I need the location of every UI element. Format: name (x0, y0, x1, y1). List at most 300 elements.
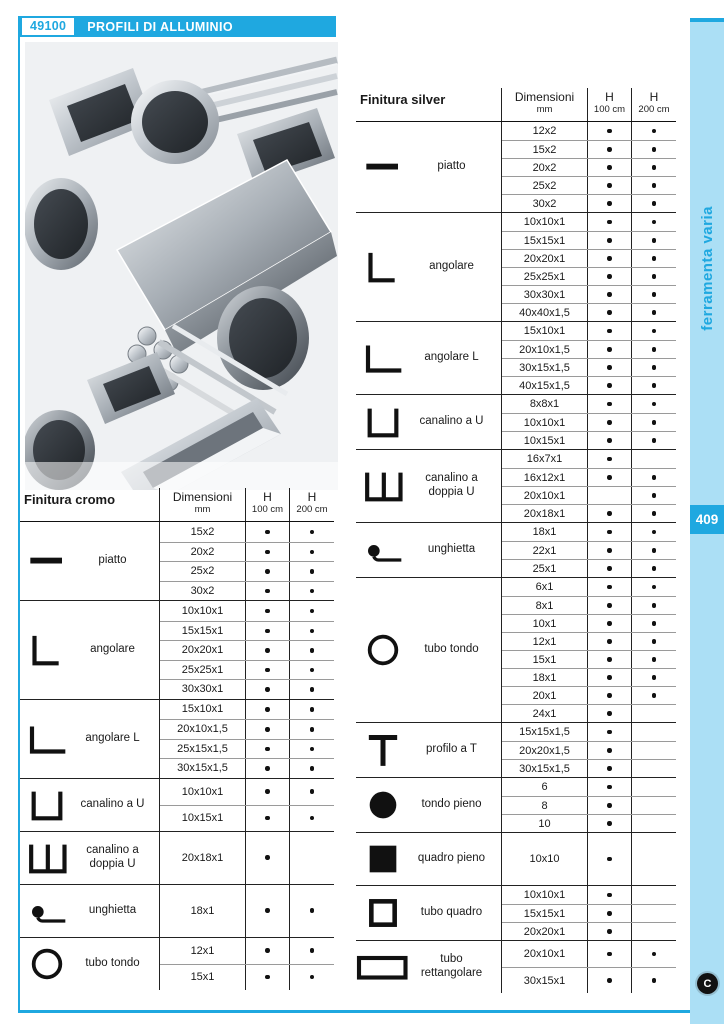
dimension-value: 15x1 (502, 651, 588, 668)
canalino-u-icon (356, 402, 410, 442)
h100-availability (588, 232, 632, 249)
profile-group-angolare (356, 212, 676, 321)
table-row (160, 938, 334, 964)
availability-dot (265, 687, 270, 692)
h100-availability (588, 651, 632, 668)
h100-availability (246, 965, 290, 990)
availability-dot (652, 693, 657, 698)
h100-availability (588, 797, 632, 814)
table-row (502, 796, 676, 814)
availability-dot (265, 727, 270, 732)
table-row (502, 559, 676, 577)
h200-availability (632, 597, 676, 614)
tubo-tondo-icon (356, 630, 410, 670)
h200-availability (632, 542, 676, 559)
profile-group-tubo-quadro (356, 885, 676, 940)
profilo-t-icon (356, 730, 410, 770)
h100-availability (588, 669, 632, 686)
availability-dot (652, 603, 657, 608)
h100-availability (588, 213, 632, 231)
availability-dot (652, 383, 657, 388)
availability-dot (265, 747, 270, 752)
h200-availability (632, 232, 676, 249)
column-header-h200: H 200 cm (296, 490, 328, 515)
h100-availability (246, 938, 290, 964)
table-row (502, 413, 676, 431)
h200-availability (632, 633, 676, 650)
h100-availability (588, 286, 632, 303)
dimension-value: 20x10x1,5 (502, 341, 588, 358)
availability-dot (265, 629, 270, 634)
availability-dot (652, 952, 657, 957)
table-row (160, 522, 334, 542)
h200-availability (632, 923, 676, 940)
table-finitura-silver (356, 88, 676, 993)
h200-availability (632, 941, 676, 967)
dimension-value: 20x20x1 (160, 641, 246, 660)
availability-dot (310, 609, 315, 614)
h200-availability (632, 742, 676, 759)
dimension-value: 10x10x1 (502, 886, 588, 904)
h200-availability (632, 723, 676, 741)
table-row (160, 581, 334, 601)
dimension-value: 30x15x1 (502, 968, 588, 993)
dimension-value: 20x10x1,5 (160, 720, 246, 739)
dimension-value: 16x12x1 (502, 469, 588, 486)
table-row (502, 140, 676, 158)
table-row (502, 541, 676, 559)
profile-group-canalino-a-u (356, 394, 676, 449)
availability-dot (265, 948, 270, 953)
h100-availability (588, 815, 632, 832)
dimension-value: 10x10x1 (502, 414, 588, 431)
dimension-value: 18x1 (160, 885, 246, 937)
brand-logo-icon: C (697, 973, 718, 994)
h200-availability (632, 159, 676, 176)
h100-availability (588, 778, 632, 796)
table-row (160, 561, 334, 581)
h200-availability (632, 523, 676, 541)
profile-group-tondo-pieno (356, 777, 676, 832)
availability-dot (265, 855, 270, 860)
profile-group-canalino-a-u (20, 778, 334, 831)
availability-dot (607, 693, 612, 698)
dimension-value: 20x2 (502, 159, 588, 176)
table-row (502, 122, 676, 140)
profile-label: tubo quadro (420, 906, 483, 919)
h200-availability (632, 414, 676, 431)
table-row (502, 376, 676, 394)
dimension-value: 15x15x1 (502, 905, 588, 922)
availability-dot (607, 365, 612, 370)
availability-dot (652, 365, 657, 370)
availability-dot (265, 766, 270, 771)
table-finitura-cromo (20, 488, 334, 990)
profile-group-angolare (20, 600, 334, 699)
dimension-value: 10 (502, 815, 588, 832)
availability-dot (652, 402, 657, 407)
availability-dot (652, 438, 657, 443)
availability-dot (652, 183, 657, 188)
table-row (502, 814, 676, 832)
h200-availability (632, 669, 676, 686)
profile-group-unghietta (20, 884, 334, 937)
table-row (502, 886, 676, 904)
table-title: Finitura cromo (24, 492, 116, 507)
availability-dot (607, 603, 612, 608)
profile-group-canalino-a-doppia-u (356, 449, 676, 522)
h100-availability (246, 885, 290, 937)
dimension-value: 15x1 (160, 965, 246, 990)
profile-label: tubo rettangolare (420, 953, 483, 979)
profile-label: angolare (90, 642, 135, 655)
dimension-value: 12x1 (160, 938, 246, 964)
dimension-value: 10x15x1 (160, 806, 246, 831)
table-row (160, 739, 334, 759)
dimension-value: 25x15x1,5 (160, 740, 246, 759)
profile-label: unghietta (427, 543, 476, 556)
h200-availability (632, 469, 676, 486)
h100-availability (588, 322, 632, 340)
availability-dot (607, 893, 612, 898)
tondo-pieno-icon (356, 785, 410, 825)
table-row (160, 679, 334, 699)
h200-availability (290, 720, 334, 739)
table-row (502, 759, 676, 777)
h100-availability (588, 687, 632, 704)
availability-dot (652, 675, 657, 680)
dimension-value: 20x2 (160, 543, 246, 562)
angolare-l-icon (356, 338, 410, 378)
availability-dot (607, 766, 612, 771)
h100-availability (588, 177, 632, 194)
h200-availability (632, 141, 676, 158)
table-row (160, 885, 334, 937)
profile-group-profilo-a-t (356, 722, 676, 777)
unghietta-icon (20, 891, 74, 931)
h100-availability (588, 395, 632, 413)
table-row (502, 267, 676, 285)
availability-dot (607, 347, 612, 352)
sidebar-top-strip (690, 18, 724, 22)
availability-dot (652, 310, 657, 315)
profile-group-angolare-l (356, 321, 676, 394)
dimension-value: 10x1 (502, 615, 588, 632)
availability-dot (310, 530, 315, 535)
availability-dot (265, 609, 270, 614)
h100-availability (588, 304, 632, 321)
h100-availability (588, 487, 632, 504)
dimension-value: 25x2 (502, 177, 588, 194)
angolare-l-icon (20, 719, 74, 759)
bottom-frame-line (18, 1010, 690, 1013)
h200-availability (290, 832, 334, 884)
dimension-value: 30x15x1,5 (502, 760, 588, 777)
dimension-value: 40x40x1,5 (502, 304, 588, 321)
availability-dot (310, 687, 315, 692)
h200-availability (632, 778, 676, 796)
profile-label: tondo pieno (421, 798, 482, 811)
profile-label: unghietta (88, 903, 137, 916)
profile-label: canalino a U (80, 797, 145, 810)
h200-availability (632, 815, 676, 832)
availability-dot (652, 147, 657, 152)
h200-availability (632, 833, 676, 885)
h100-availability (246, 601, 290, 621)
dimension-value: 30x15x1,5 (160, 759, 246, 778)
dimension-value: 24x1 (502, 705, 588, 722)
h100-availability (246, 700, 290, 720)
h100-availability (246, 543, 290, 562)
profile-group-tubo-rettangolare (356, 940, 676, 993)
page-title: PROFILI DI ALLUMINIO (87, 19, 233, 34)
h200-availability (632, 505, 676, 522)
availability-dot (607, 566, 612, 571)
h100-availability (588, 450, 632, 468)
h100-availability (246, 641, 290, 660)
h100-availability (588, 941, 632, 967)
availability-dot (310, 908, 315, 913)
h200-availability (632, 122, 676, 140)
availability-dot (310, 766, 315, 771)
dimension-value: 25x1 (502, 560, 588, 577)
availability-dot (310, 747, 315, 752)
h100-availability (588, 542, 632, 559)
availability-dot (265, 648, 270, 653)
h100-availability (246, 759, 290, 778)
h200-availability (632, 578, 676, 596)
profile-label: profilo a T (426, 743, 477, 756)
table-row (502, 833, 676, 885)
column-header-h100: H 100 cm (588, 88, 632, 121)
dimension-value: 15x15x1 (160, 622, 246, 641)
availability-dot (310, 629, 315, 634)
h100-availability (588, 968, 632, 993)
table-row (502, 614, 676, 632)
dimension-value: 10x10x1 (160, 779, 246, 805)
table-row (502, 249, 676, 267)
availability-dot (607, 383, 612, 388)
availability-dot (310, 707, 315, 712)
table-header (20, 488, 334, 522)
availability-dot (652, 621, 657, 626)
availability-dot (652, 475, 657, 480)
table-row (160, 640, 334, 660)
availability-dot (652, 978, 657, 983)
canalino-doppia-u-icon (20, 838, 74, 878)
availability-dot (652, 238, 657, 243)
availability-dot (310, 569, 315, 574)
h100-availability (246, 582, 290, 601)
table-row (502, 704, 676, 722)
dimension-value: 25x25x1 (160, 661, 246, 680)
availability-dot (265, 908, 270, 913)
table-row (502, 468, 676, 486)
column-header-h100: H 100 cm (246, 488, 290, 521)
availability-dot (310, 727, 315, 732)
table-row (502, 778, 676, 796)
dimension-value: 20x18x1 (160, 832, 246, 884)
dimension-value: 15x15x1 (502, 232, 588, 249)
profile-label: canalino a doppia U (86, 843, 139, 870)
availability-dot (652, 201, 657, 206)
h200-availability (632, 250, 676, 267)
availability-dot (652, 347, 657, 352)
page-number-badge: 409 (690, 505, 724, 534)
h200-availability (290, 622, 334, 641)
tubo-rettangolare-icon (356, 947, 410, 987)
h200-availability (632, 359, 676, 376)
profile-label: piatto (437, 160, 466, 173)
h200-availability (290, 740, 334, 759)
profile-group-piatto (20, 522, 334, 600)
dimension-value: 15x15x1,5 (502, 723, 588, 741)
h200-availability (290, 779, 334, 805)
table-row (502, 632, 676, 650)
table-row (160, 601, 334, 621)
h200-availability (632, 213, 676, 231)
profile-label: canalino a U (419, 415, 484, 428)
h100-availability (588, 760, 632, 777)
availability-dot (310, 975, 315, 980)
profile-group-unghietta (356, 522, 676, 577)
canalino-u-icon (20, 785, 74, 825)
profile-label: piatto (98, 554, 127, 567)
table-row (160, 621, 334, 641)
h100-availability (588, 159, 632, 176)
availability-dot (607, 329, 612, 334)
h200-availability (632, 341, 676, 358)
dimension-value: 12x2 (502, 122, 588, 140)
dimension-value: 6 (502, 778, 588, 796)
availability-dot (607, 402, 612, 407)
h100-availability (588, 905, 632, 922)
h200-availability (290, 759, 334, 778)
table-row (502, 322, 676, 340)
availability-dot (652, 639, 657, 644)
dimension-value: 20x20x1 (502, 250, 588, 267)
availability-dot (607, 420, 612, 425)
table-row (502, 967, 676, 993)
availability-dot (607, 711, 612, 716)
h100-availability (588, 560, 632, 577)
dimension-value: 6x1 (502, 578, 588, 596)
table-row (160, 719, 334, 739)
h100-availability (588, 141, 632, 158)
table-row (502, 450, 676, 468)
h100-availability (588, 633, 632, 650)
availability-dot (652, 420, 657, 425)
dimension-value: 18x1 (502, 523, 588, 541)
availability-dot (652, 566, 657, 571)
dimension-value: 15x10x1 (502, 322, 588, 340)
table-row (502, 158, 676, 176)
table-row (502, 213, 676, 231)
h200-availability (632, 487, 676, 504)
dimension-value: 10x10x1 (502, 213, 588, 231)
h100-availability (246, 779, 290, 805)
availability-dot (652, 274, 657, 279)
h100-availability (588, 432, 632, 449)
table-row (502, 523, 676, 541)
availability-dot (607, 952, 612, 957)
availability-dot (310, 589, 315, 594)
availability-dot (652, 129, 657, 134)
availability-dot (310, 550, 315, 555)
h100-availability (588, 578, 632, 596)
h200-availability (632, 286, 676, 303)
availability-dot (607, 183, 612, 188)
h200-availability (632, 177, 676, 194)
availability-dot (607, 621, 612, 626)
dimension-value: 40x15x1,5 (502, 377, 588, 394)
h200-availability (290, 582, 334, 601)
h100-availability (588, 742, 632, 759)
availability-dot (265, 789, 270, 794)
table-row (502, 596, 676, 614)
table-row (502, 578, 676, 596)
profile-group-quadro-pieno (356, 832, 676, 885)
availability-dot (607, 511, 612, 516)
availability-dot (652, 292, 657, 297)
column-header-dimensioni: Dimensioni mm (160, 488, 246, 521)
availability-dot (652, 548, 657, 553)
profile-label: canalino a doppia U (425, 472, 478, 498)
h200-availability (632, 304, 676, 321)
table-title: Finitura silver (360, 92, 446, 107)
h200-availability (632, 560, 676, 577)
h100-availability (588, 250, 632, 267)
h100-availability (246, 832, 290, 884)
dimension-value: 10x10x1 (160, 601, 246, 621)
availability-dot (607, 785, 612, 790)
dimension-value: 10x10 (502, 833, 588, 885)
availability-dot (652, 329, 657, 334)
availability-dot (607, 238, 612, 243)
availability-dot (607, 274, 612, 279)
profile-label: quadro pieno (417, 852, 486, 865)
availability-dot (652, 530, 657, 535)
dimension-value: 30x30x1 (502, 286, 588, 303)
product-photo (25, 42, 338, 490)
availability-dot (607, 220, 612, 225)
availability-dot (265, 530, 270, 535)
availability-dot (265, 816, 270, 821)
availability-dot (265, 550, 270, 555)
dimension-value: 10x15x1 (502, 432, 588, 449)
profile-label: angolare L (85, 731, 140, 744)
profile-group-tubo-tondo (20, 937, 334, 990)
table-row (502, 231, 676, 249)
table-row (502, 431, 676, 449)
h100-availability (246, 806, 290, 831)
availability-dot (652, 657, 657, 662)
dimension-value: 16x7x1 (502, 450, 588, 468)
dimension-value: 30x30x1 (160, 680, 246, 699)
h200-availability (290, 680, 334, 699)
h200-availability (632, 195, 676, 212)
h100-availability (588, 597, 632, 614)
dimension-value: 30x15x1,5 (502, 359, 588, 376)
availability-dot (310, 648, 315, 653)
table-row (502, 723, 676, 741)
h200-availability (632, 705, 676, 722)
h200-availability (290, 806, 334, 831)
h100-availability (246, 562, 290, 581)
availability-dot (310, 948, 315, 953)
availability-dot (607, 978, 612, 983)
h100-availability (588, 886, 632, 904)
